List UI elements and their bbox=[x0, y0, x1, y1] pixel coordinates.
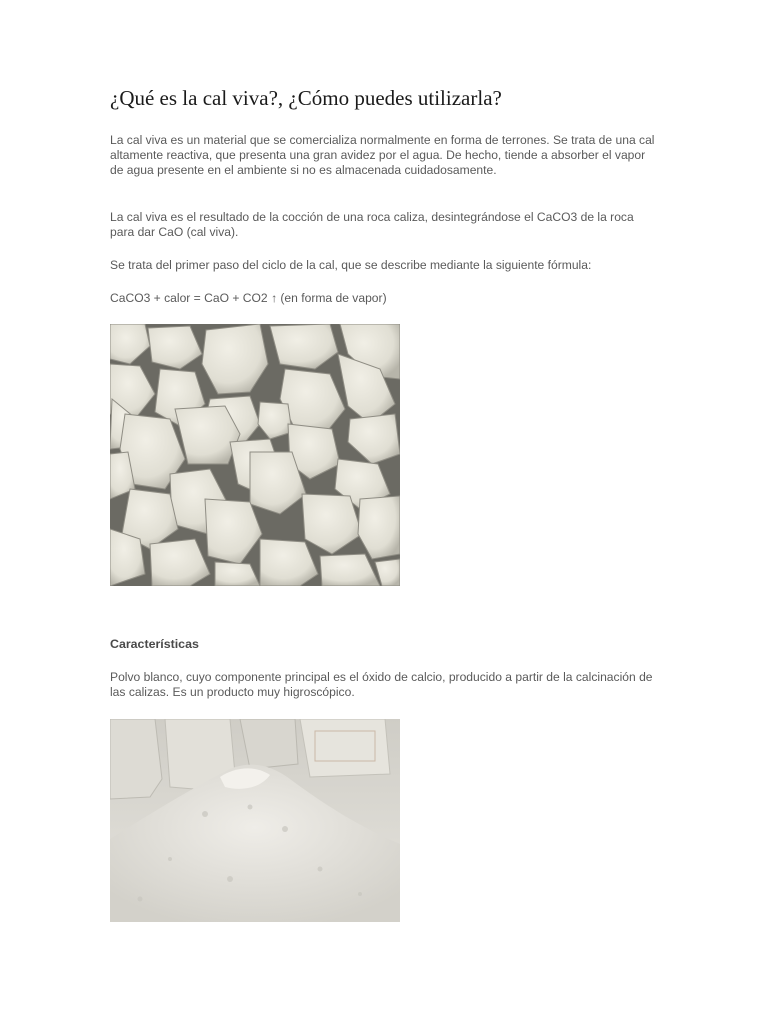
paragraph-ciclo: Se trata del primer paso del ciclo de la cal, que se describe mediante la siguiente fórmula: bbox=[110, 258, 592, 272]
formula-line: CaCO3 + calor = CaO + CO2 ↑ (en forma de vapor) bbox=[110, 291, 387, 305]
paragraph-caracteristicas: Polvo blanco, cuyo componente principal es el óxido de calcio, producido a partir de la calcinación de las calizas. Es un producto muy higroscópico. bbox=[110, 670, 653, 699]
quicklime-lumps-photo bbox=[110, 324, 400, 586]
paragraph-intro: La cal viva es un material que se comercializa normalmente en forma de terrones. Se trata de una cal altamente reactiva, que presenta una gran avidez por el agua. De hecho, tiende a absorber el vapor de agua presente en el ambiente si no es almacenada cuidadosamente. bbox=[110, 133, 655, 177]
paragraph-coccion: La cal viva es el resultado de la cocción de una roca caliza, desintegrándose el CaCO3 de la roca para dar CaO (cal viva). bbox=[110, 210, 634, 239]
article-title: ¿Qué es la cal viva?, ¿Cómo puedes utilizarla? bbox=[110, 86, 502, 110]
section-heading-caracteristicas: Características bbox=[110, 637, 199, 651]
quicklime-powder-photo bbox=[110, 719, 400, 922]
